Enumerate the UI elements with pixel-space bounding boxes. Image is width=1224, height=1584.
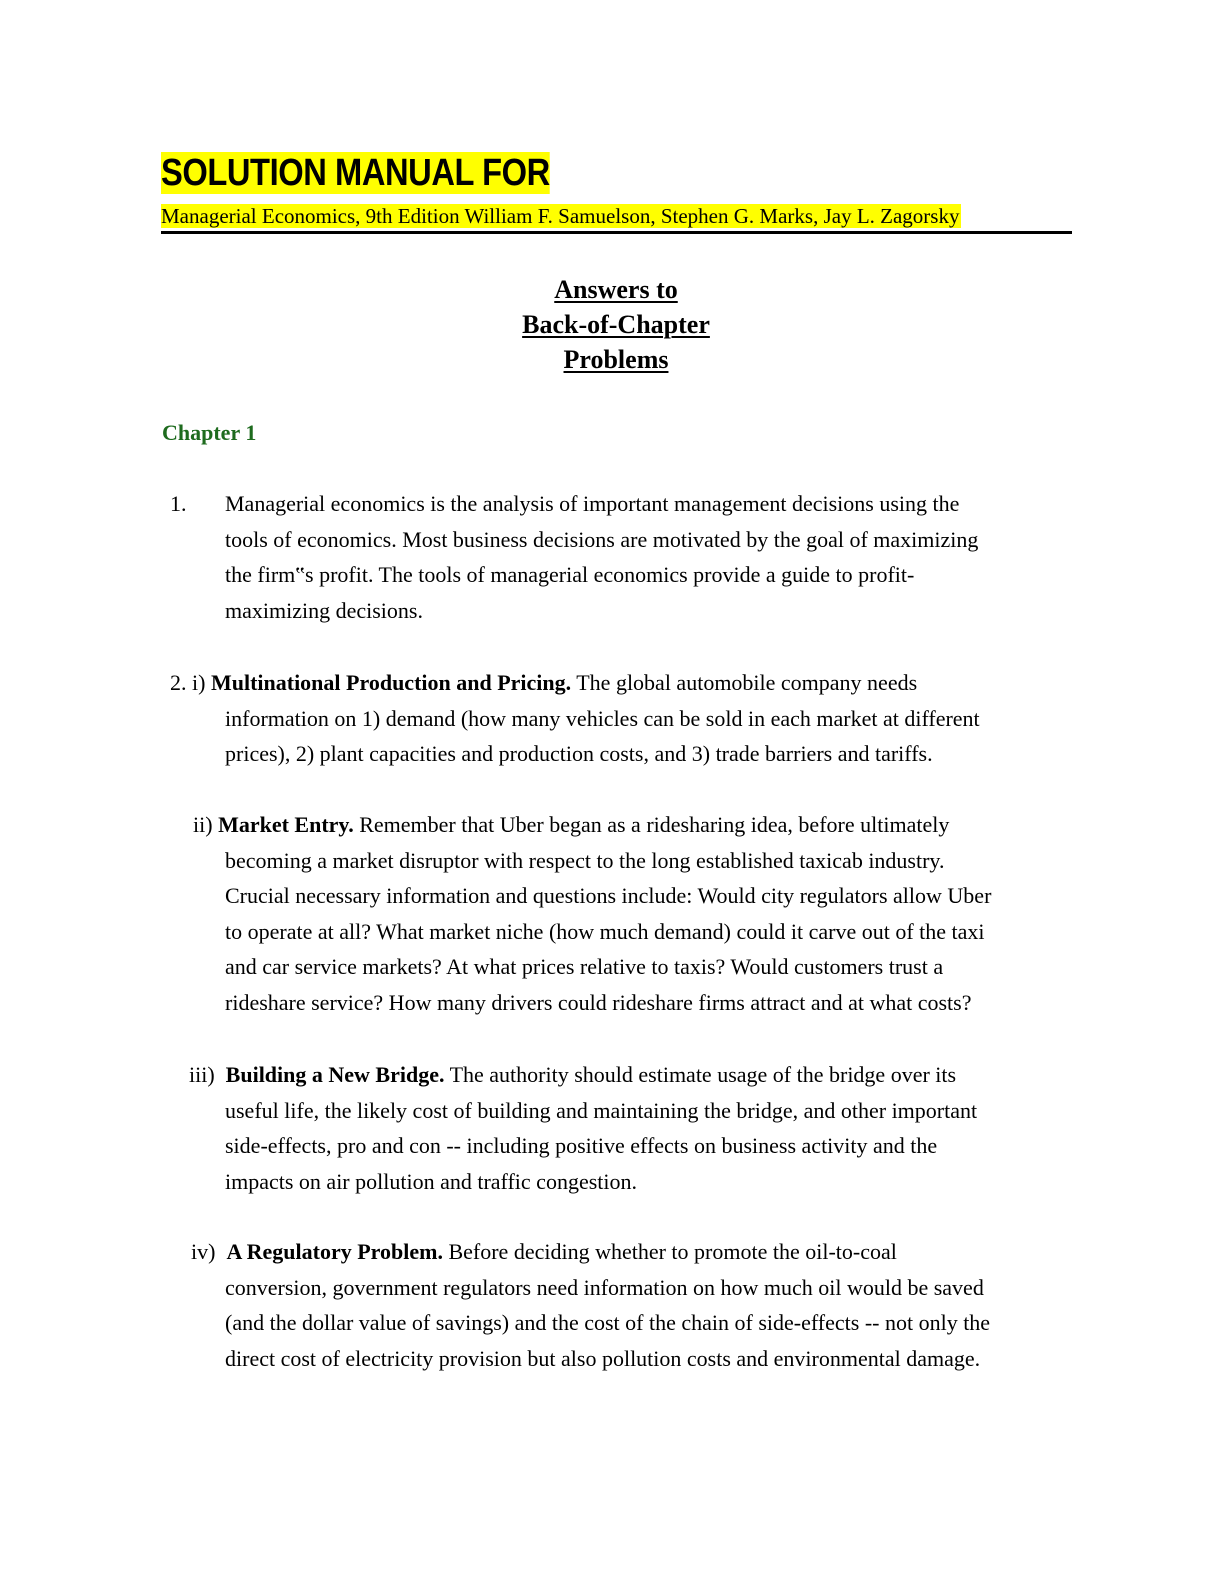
item-line: Managerial economics is the analysis of important management decisions using the (225, 491, 960, 516)
item-first-line (193, 807, 991, 843)
document-title (161, 150, 550, 196)
item-first-rest: Remember that Uber began as a ridesharing idea, before ultimately (353, 812, 950, 837)
item-bold-heading: A Regulatory Problem. (226, 1239, 443, 1264)
answers-heading-line: Problems (563, 345, 669, 374)
item-marker: iii) (189, 1062, 215, 1087)
item-line: Crucial necessary information and questions include: Would city regulators allow Uber (225, 883, 992, 908)
item-first-line (170, 665, 980, 701)
item-line: direct cost of electricity provision but also pollution costs and environmental damage. (225, 1345, 981, 1371)
item-marker: iv) (191, 1239, 216, 1264)
item-line: the firm‟s profit. The tools of managerial economics provide a guide to profit- (225, 562, 915, 587)
answer-item-iii (189, 1057, 977, 1199)
item-bold-heading: Building a New Bridge. (225, 1062, 445, 1087)
document-subtitle (161, 203, 1072, 234)
item-line: side-effects, pro and con -- including positive effects on business activity and the (225, 1133, 938, 1158)
item-first-rest: The authority should estimate usage of the bridge over its (444, 1062, 957, 1087)
answer-item-2-i (170, 665, 980, 772)
answers-heading-line: Answers to (554, 275, 678, 304)
item-bold-heading: Market Entry. (218, 812, 354, 837)
item-line: prices), 2) plant capacities and production costs, and 3) trade barriers and tariffs. (225, 741, 933, 766)
item-line: information on 1) demand (how many vehicles can be sold in each market at different (225, 705, 980, 731)
item-line: and car service markets? At what prices relative to taxis? Would customers trust a (225, 954, 944, 979)
item-first-rest: Before deciding whether to promote the oil-to-coal (442, 1239, 897, 1264)
subtitle-text: Managerial Economics, 9th Edition William F. Samuelson, Stephen G. Marks, Jay L. Zagorsky (161, 204, 960, 228)
item-line: becoming a market disruptor with respect to the long established taxicab industry. (225, 847, 945, 873)
item-line: conversion, government regulators need information on how much oil would be saved (225, 1274, 984, 1300)
item-first-line (189, 1057, 977, 1093)
item-line: useful life, the likely cost of building and maintaining the bridge, and other important (225, 1097, 978, 1123)
item-line: (and the dollar value of savings) and the cost of the chain of side-effects -- not only the (225, 1310, 991, 1335)
title-text: SOLUTION MANUAL FOR (161, 152, 550, 194)
item-marker: 1. (170, 491, 187, 516)
item-line: rideshare service? How many drivers could rideshare firms attract and at what costs? (225, 989, 972, 1015)
item-marker: 2. i) (170, 670, 206, 695)
chapter-heading: Chapter 1 (162, 420, 257, 445)
answer-item-ii (193, 807, 991, 1020)
item-line: tools of economics. Most business decisions are motivated by the goal of maximizing (225, 526, 979, 552)
answer-item-iv (191, 1234, 990, 1376)
item-marker: ii) (193, 812, 213, 837)
item-line: maximizing decisions. (225, 597, 423, 623)
item-line: impacts on air pollution and traffic congestion. (225, 1168, 637, 1194)
item-bold-heading: Multinational Production and Pricing. (210, 670, 572, 695)
answers-heading-line: Back-of-Chapter (522, 310, 710, 339)
item-first-rest: The global automobile company needs (571, 670, 918, 695)
answer-item-1 (170, 486, 978, 628)
item-line: to operate at all? What market niche (how much demand) could it carve out of the taxi (225, 918, 985, 944)
answers-heading (0, 272, 1224, 377)
item-first-line (191, 1234, 990, 1270)
